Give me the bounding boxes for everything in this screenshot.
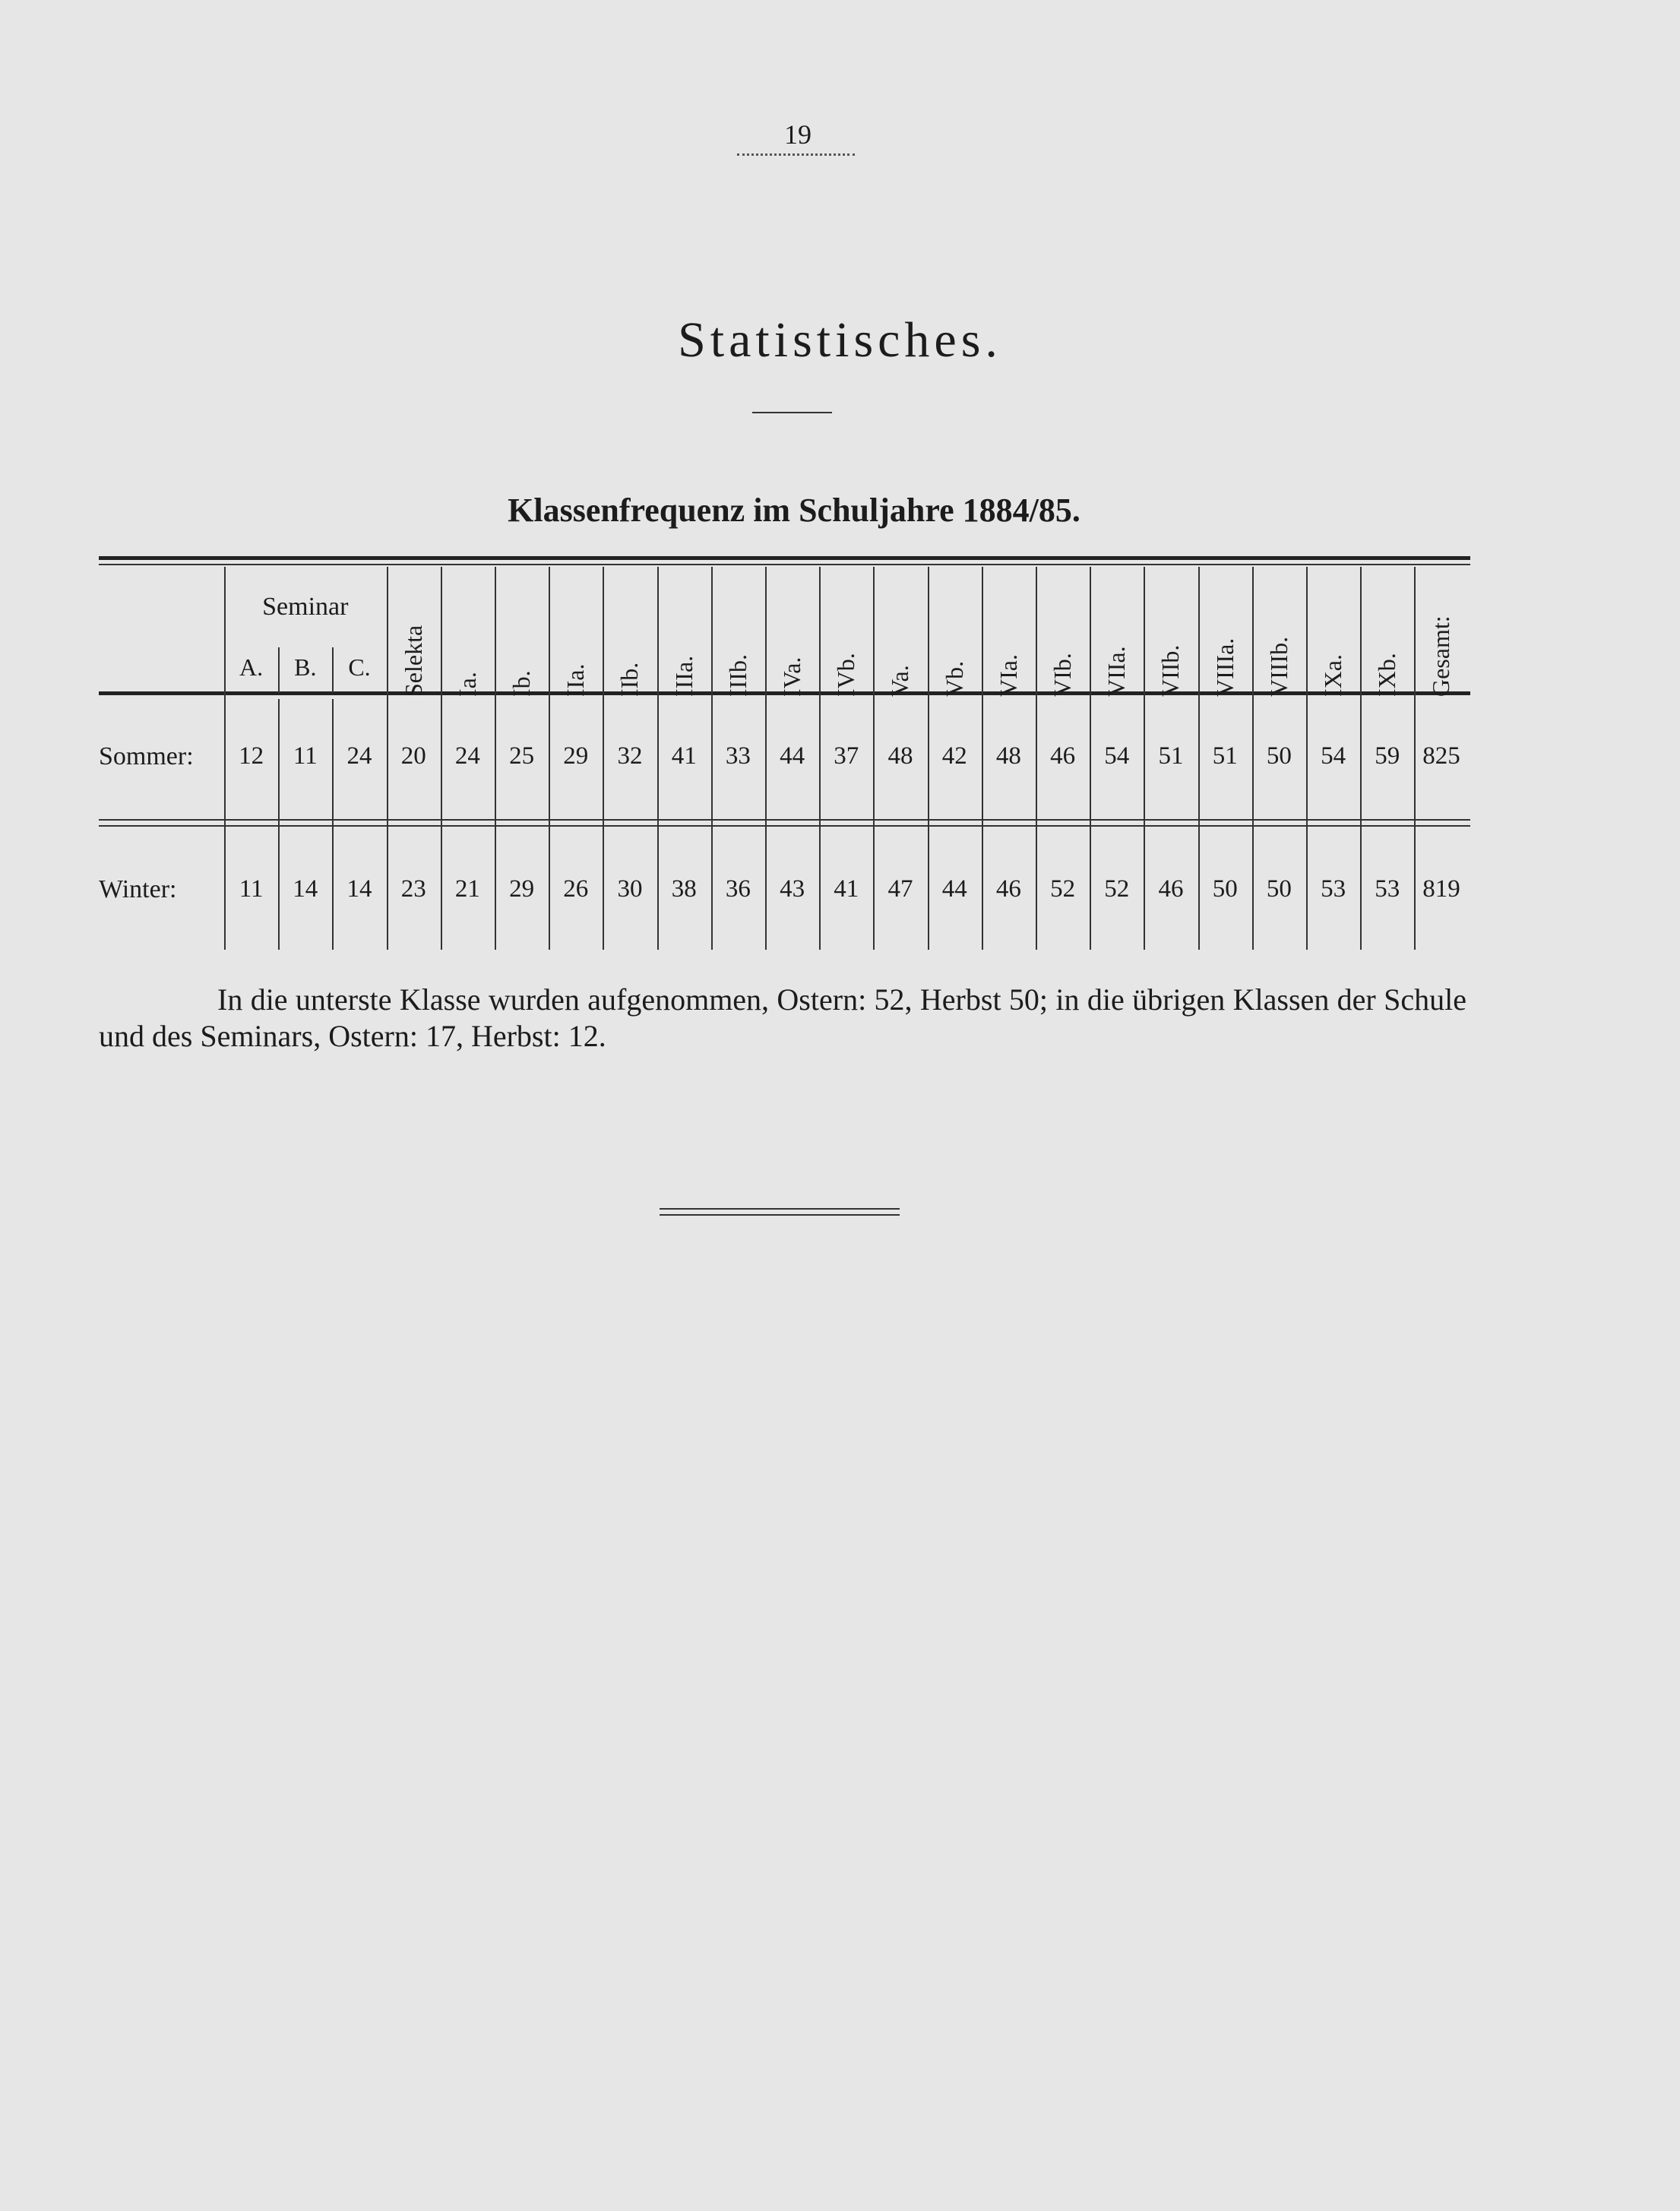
table-cell: 46 — [995, 875, 1021, 903]
table-cell: 26 — [563, 875, 589, 903]
table-cell: 42 — [941, 742, 967, 770]
admission-note — [99, 982, 1466, 1055]
table-cell: 46 — [1158, 875, 1184, 903]
seminar-subcolumn-b: B. — [294, 653, 317, 681]
table-cell: 48 — [887, 742, 913, 770]
table-cell: 52 — [1104, 875, 1130, 903]
table-cell: 43 — [780, 875, 805, 903]
column-header-gesamt: Gesamt: — [1427, 615, 1455, 697]
column-header-viib: VIIb. — [1156, 644, 1185, 697]
table-cell: 48 — [995, 742, 1021, 770]
table-cell: 825 — [1422, 742, 1460, 770]
column-header-ivb: IVb. — [832, 653, 860, 697]
table-cell: 25 — [509, 742, 535, 770]
seminar-subcolumn-a: A. — [239, 653, 264, 681]
column-divider — [278, 699, 280, 950]
table-cell: 51 — [1158, 742, 1184, 770]
table-cell: 44 — [780, 742, 805, 770]
table-cell: 50 — [1266, 742, 1292, 770]
table-cell: 23 — [400, 875, 426, 903]
table-cell: 46 — [1050, 742, 1076, 770]
column-header-iiia: IIIa. — [669, 655, 698, 697]
column-header-ixb: IXb. — [1373, 653, 1401, 697]
table-cell: 24 — [346, 742, 372, 770]
column-header-viia: VIIa. — [1103, 646, 1131, 697]
column-header-vb: Vb. — [940, 660, 968, 697]
table-cell: 11 — [293, 742, 318, 770]
column-header-ixa: IXa. — [1319, 654, 1346, 697]
table-cell: 36 — [725, 875, 751, 903]
column-header-iva: IVa. — [778, 656, 805, 697]
table-cell: 50 — [1266, 875, 1292, 903]
frequency-table — [99, 556, 1470, 955]
table-cell: 41 — [671, 742, 697, 770]
column-header-iiib: IIIb. — [723, 654, 751, 697]
column-header-iia: IIa. — [562, 663, 590, 697]
table-cell: 41 — [834, 875, 859, 903]
table-cell: 12 — [239, 742, 264, 770]
table-cell: 29 — [509, 875, 535, 903]
table-cell: 30 — [617, 875, 643, 903]
page-number: 19 — [784, 119, 812, 150]
row-separator-bottom — [99, 825, 1470, 827]
table-cell: 21 — [454, 875, 480, 903]
title-divider — [752, 412, 832, 413]
table-cell: 52 — [1050, 875, 1076, 903]
table-cell: 59 — [1375, 742, 1400, 770]
table-cell: 24 — [454, 742, 480, 770]
table-cell: 54 — [1104, 742, 1130, 770]
column-header-viiia: VIIIa. — [1210, 637, 1239, 697]
table-cell: 20 — [400, 742, 426, 770]
end-rule-top — [660, 1208, 900, 1210]
table-cell: 53 — [1375, 875, 1400, 903]
table-cell: 14 — [346, 875, 372, 903]
table-cell: 51 — [1212, 742, 1238, 770]
table-top-rule-inner — [99, 564, 1470, 565]
table-cell: 819 — [1422, 875, 1460, 903]
column-header-viiib: VIIIb. — [1264, 636, 1292, 697]
table-cell: 50 — [1212, 875, 1238, 903]
table-top-rule — [99, 556, 1470, 560]
page-number-ornament — [737, 153, 855, 156]
main-title: Statistisches. — [678, 312, 1002, 368]
table-cell: 47 — [887, 875, 913, 903]
column-header-va: Va. — [886, 665, 914, 697]
seminar-subcolumn-c: C. — [348, 653, 371, 681]
table-cell: 32 — [617, 742, 643, 770]
table-cell: 44 — [941, 875, 967, 903]
table-cell: 11 — [239, 875, 264, 903]
row-separator-top — [99, 819, 1470, 821]
column-header-vib: VIb. — [1049, 653, 1076, 697]
table-cell: 53 — [1321, 875, 1346, 903]
seminar-group-header: Seminar — [262, 593, 349, 621]
column-header-ib: Ib. — [508, 670, 535, 697]
table-cell: 14 — [293, 875, 318, 903]
admission-note-text: In die unterste Klasse wurden aufgenommen, Ostern: 52, Herbst 50; in die übrigen Klassen der Schule und des Seminars, Ostern: 17, Herbst: 12. — [99, 982, 1466, 1053]
row-label-1: Winter: — [99, 875, 177, 903]
table-cell: 33 — [725, 742, 751, 770]
table-cell: 37 — [834, 742, 859, 770]
column-divider — [332, 699, 334, 950]
end-rule-bottom — [660, 1214, 900, 1216]
table-title: Klassenfrequenz im Schuljahre 1884/85. — [508, 492, 1080, 529]
column-header-ia: Ia. — [453, 672, 481, 697]
table-cell: 54 — [1321, 742, 1346, 770]
column-header-selekta: Selekta — [399, 625, 427, 697]
column-header-via: VIa. — [994, 654, 1022, 697]
table-cell: 29 — [563, 742, 589, 770]
table-cell: 38 — [671, 875, 697, 903]
row-label-0: Sommer: — [99, 742, 194, 770]
column-header-iib: IIb. — [615, 662, 644, 697]
